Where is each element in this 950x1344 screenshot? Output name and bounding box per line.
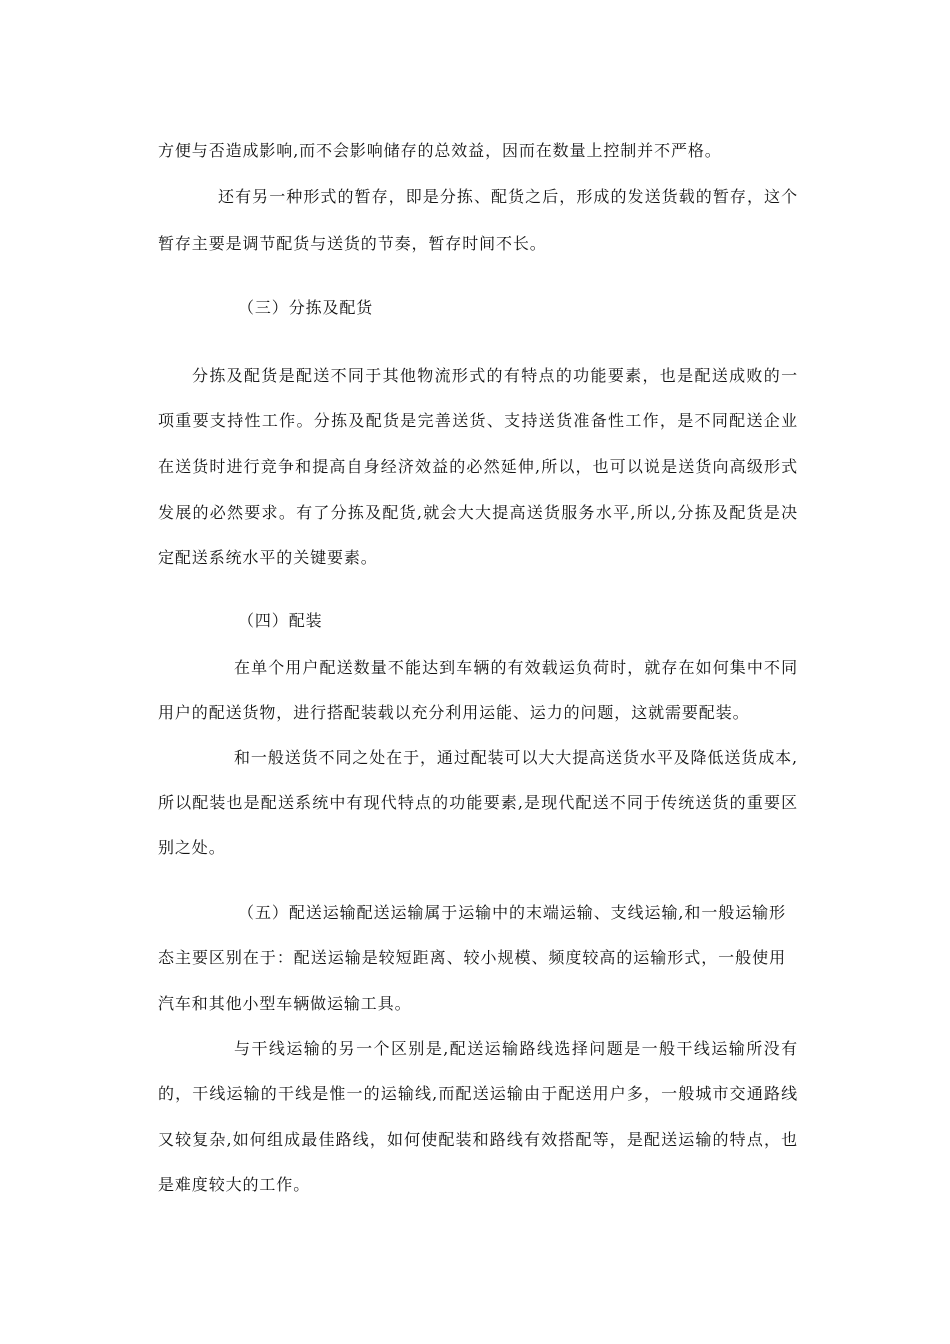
paragraph-line: 态主要区别在于：配送运输是较短距离、较小规模、频度较高的运输形式，一般使用 [158, 948, 786, 967]
paragraph-line: 分拣及配货是配送不同于其他物流形式的有特点的功能要素，也是配送成败的一 [192, 366, 798, 385]
paragraph-line: 发展的必然要求。有了分拣及配货,就会大大提高送货服务水平,所以,分拣及配货是决 [158, 503, 798, 522]
paragraph-line: 所以配装也是配送系统中有现代特点的功能要素,是现代配送不同于传统送货的重要区 [158, 793, 798, 812]
paragraph-line: 方便与否造成影响,而不会影响储存的总效益，因而在数量上控制并不严格。 [158, 141, 722, 160]
paragraph-line: 和一般送货不同之处在于，通过配装可以大大提高送货水平及降低送货成本, [234, 748, 798, 767]
paragraph-line: 的，干线运输的干线是惟一的运输线,而配送运输由于配送用户多，一般城市交通路线 [158, 1084, 798, 1103]
paragraph-line: 又较复杂,如何组成最佳路线，如何使配装和路线有效搭配等，是配送运输的特点，也 [158, 1130, 798, 1149]
paragraph-line: 项重要支持性工作。分拣及配货是完善送货、支持送货准备性工作，是不同配送企业 [158, 411, 798, 430]
paragraph-line: 与干线运输的另一个区别是,配送运输路线选择问题是一般干线运输所没有 [234, 1039, 798, 1058]
section-heading: （三）分拣及配货 [238, 298, 374, 317]
paragraph-line: 暂存主要是调节配货与送货的节奏，暂存时间不长。 [158, 234, 547, 253]
paragraph-line: 别之处。 [158, 838, 226, 857]
paragraph-line: （五）配送运输配送运输属于运输中的末端运输、支线运输,和一般运输形 [238, 903, 786, 922]
paragraph-line: 还有另一种形式的暂存，即是分拣、配货之后，形成的发送货载的暂存，这个 [218, 187, 798, 206]
paragraph-line: 定配送系统水平的关键要素。 [158, 548, 378, 567]
paragraph-line: 在单个用户配送数量不能达到车辆的有效载运负荷时，就存在如何集中不同 [234, 658, 798, 677]
paragraph-line: 汽车和其他小型车辆做运输工具。 [158, 994, 412, 1013]
section-heading: （四）配装 [238, 611, 323, 630]
paragraph-line: 用户的配送货物，进行搭配装载以充分利用运能、运力的问题，这就需要配装。 [158, 703, 750, 722]
paragraph-line: 是难度较大的工作。 [158, 1175, 311, 1194]
paragraph-line: 在送货时进行竞争和提高自身经济效益的必然延伸,所以，也可以说是送货向高级形式 [158, 457, 798, 476]
